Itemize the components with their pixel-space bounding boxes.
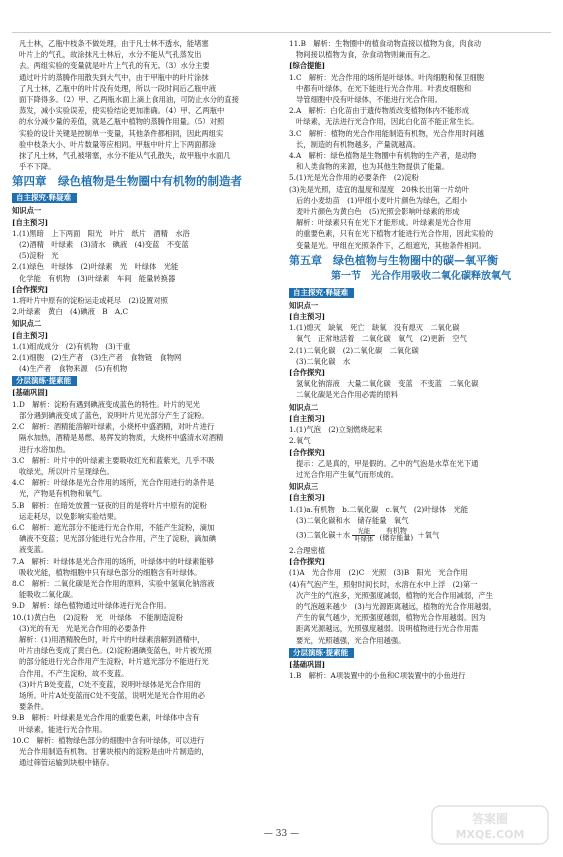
self-study-label: [自主预习]	[12, 217, 49, 227]
basic-consolidation-label: [基础巩固]	[12, 388, 49, 398]
answer-line: 吸收光能，植物细胞中只有绿色部分的细胞含有叶绿体。	[19, 567, 202, 577]
text-line: 去。两组实验的变量就是叶片上气孔的有无。（3）水分主要	[19, 61, 210, 71]
equation-reactants: (3)二氧化碳＋水	[296, 530, 351, 540]
answer-line: 9.B 解析：叶绿素是光合作用的重要色素，叶绿体中含有	[12, 713, 200, 723]
answer-line: 11.B 解析：生物圈中的植食动物直接以植物为食，肉食动	[289, 39, 482, 48]
answer-line: 7.A 解析：叶绿体是光合作用的场所，叶绿体中的叶绿素能够	[12, 556, 214, 566]
text-line: 了凡士林，乙瓶中的叶片没有处理，所以一段时间后乙瓶中液	[19, 83, 217, 93]
answer-line: 2.C 解析：酒精能溶解叶绿素，小烧杯中盛酒精，对叶片进行	[12, 422, 215, 432]
answer-line: 氧气 正常地活着 二氧化碳 氧气 (2)更新 空气	[296, 334, 467, 344]
answer-line: 1.(1)a.有机物 b.二氧化碳 c.氧气 (2)叶绿体 光能	[289, 504, 469, 514]
answer-line: 长，制造的有机物越多，产量就越高。	[296, 139, 421, 149]
answer-line: 过光合作用产生氧气而形成的。	[296, 469, 399, 479]
answer-line: 2.氧气	[289, 436, 311, 446]
answer-line: 2.(1)细胞 (2)生产者 (3)生产者 食物链 食物网	[12, 353, 182, 363]
answer-line: 和人类食物的来源，也为其他生物提供了能量。	[296, 162, 450, 172]
text-line: 蒸发，减小实验误差，使实验结论更加准确。（4）甲、乙两瓶中	[19, 106, 225, 116]
knowledge-point-heading: 知识点一	[289, 300, 319, 310]
answer-line: 部分遇到碘液变成了蓝色，说明叶片见光部分产生了淀粉。	[19, 410, 209, 420]
answer-line: (3)二氧化碳 水	[296, 356, 351, 366]
self-study-label: [自主预习]	[12, 330, 49, 340]
answer-line: 4.A 解析：绿色植物是生物圈中有机物的生产者，是动物	[289, 151, 477, 161]
answer-line: 6.C 解析：遮光部分不能进行光合作用，不能产生淀粉，滴加	[12, 522, 215, 532]
answer-line: 提示：乙是真的，甲是假的。乙中的气泡是水草在光下通	[296, 458, 479, 468]
text-line: 面下降得多。（2）甲、乙两瓶水面上滴上食用油，可防止水分的直接	[19, 95, 239, 105]
answer-line: 要光，光照越强，光合作用越强。	[296, 635, 406, 645]
answer-line: 1.B 解析：A项装置中的小鱼和C项装置中的小鱼进行	[289, 670, 466, 680]
product-organic: 有机物	[385, 527, 407, 536]
answer-line: 3.C 解析：植物的光合作用能制造有机物，光合作用时间越	[289, 128, 484, 138]
answer-line: 要条件。	[19, 702, 49, 712]
answer-line: 叶绿素，能进行光合作用。	[19, 724, 107, 734]
answer-line: 合作用，不产生淀粉，故不变蓝。	[19, 668, 129, 678]
cooperate-label: [合作探究]	[289, 557, 326, 567]
answer-line: 10.C 解析：植物绿色部分的细胞中含有叶绿体，可以进行	[12, 735, 205, 745]
section-bar-practice: 分层演练·提素能	[289, 648, 354, 658]
section-bar-practice: 分层演练·提素能	[12, 376, 77, 386]
section-bar-explore: 自主探究·释疑难	[12, 193, 77, 203]
answer-line: 距离光源越远，光照强度越弱。说明植物进行光合作用需	[296, 624, 479, 634]
answer-line: 碘液不变蓝；见光部分能进行光合作用，产生了淀粉，滴加碘	[19, 534, 217, 544]
answer-line: (3)二氧化碳和水 储存能量 氧气	[296, 515, 409, 525]
answer-line: 解析：叶绿素只有在光下才能形成。叶绿素是光合作用	[296, 218, 472, 228]
knowledge-point-heading: 知识点一	[12, 206, 42, 216]
answer-line: 2.(1)二氧化碳 (2)二氧化碳 二氧化碳	[289, 345, 419, 355]
answer-line: (5)淀粉 光	[19, 251, 59, 261]
answer-line: 通过筛管运输到块根中储存。	[19, 758, 114, 768]
answer-line: 8.C 解析：二氧化碳是光合作用的原料，实验中氢氧化钠溶液	[12, 578, 215, 588]
svg-text:MXQE.COM: MXQE.COM	[455, 828, 525, 841]
equation-oxygen: ＋氧气	[417, 530, 440, 540]
chapter-5-title: 第五章 绿色植物与生物圈中的碳—氧平衡	[289, 253, 498, 267]
answer-line: 运走耗尽，以免影响实验结果。	[19, 511, 122, 521]
answer-line: 2.合理密植	[289, 545, 326, 555]
text-line: 凡士林，乙瓶中枝条不做处理，由于凡士林不透水，能堵塞	[19, 39, 209, 48]
answer-line: 变量是光。甲组在光照条件下，乙组遮光，其他条件相同。	[296, 240, 486, 250]
answer-line: 10.(1)黄白色 (2)淀粉 光 叶绿体 不能制造淀粉	[12, 612, 183, 622]
answer-line: 次产生的气泡多，光照强度减弱，植物的光合作用减弱，产生	[296, 590, 494, 600]
text-line: 抹了凡士林，气孔被堵塞，水分不能从气孔散失，故甲瓶中水面几	[19, 151, 231, 161]
product-energy: (储存能量)	[379, 534, 414, 543]
answer-line: 1.将叶片中原有的淀粉运走或耗尽 (2)设置对照	[12, 296, 168, 306]
answer-line: (2)酒精 叶绿素 (3)清水 碘液 (4)变蓝 不变蓝	[19, 240, 189, 250]
answer-line: 5.B 解析：在暗处放置一昼夜的目的是将叶片中原有的淀粉	[12, 500, 207, 510]
answer-line: 能吸收二氧化碳。	[19, 590, 78, 600]
answer-line: 9.D 解析：绿色植物通过叶绿体进行光合作用。	[12, 601, 171, 611]
answer-line: 1.(1)气泡 (2)立刻燃烧起来	[289, 425, 383, 435]
photosynthesis-equation	[289, 528, 553, 543]
answer-line: (4)生产者 食物来源 (5)有机物	[19, 364, 128, 374]
chapter-4-title: 第四章 绿色植物是生物圈中有机物的制造者	[12, 174, 242, 189]
comprehensive-label: [综合提能]	[289, 61, 326, 71]
continued-answer-block	[12, 38, 274, 172]
answer-line: 化学能 有机物 (3)叶绿素 车间 能量转换器	[19, 273, 176, 283]
cooperate-label: [合作探究]	[289, 368, 326, 378]
knowledge-point-heading: 知识点三	[289, 482, 319, 492]
text-line: 的水分减少量的差值，就是乙瓶中植物的蒸腾作用量。（5）对照	[19, 117, 225, 127]
knowledge-point-heading: 知识点二	[289, 402, 319, 412]
answer-line: 叶绿素，无法进行光合作用，因此白化苗不能正常生长。	[296, 117, 479, 127]
answer-line: 5.(1)光是光合作用的必要条件 (2)淀粉	[289, 173, 419, 183]
cooperate-label: [合作探究]	[12, 284, 49, 294]
answer-line: 的重要色素，只有在光下植物才能进行光合作用，因此实验的	[296, 229, 494, 239]
condition-chloroplast: 叶绿体	[354, 535, 374, 543]
basic-consolidation-label: [基础巩固]	[289, 659, 326, 669]
answer-line: 1.C 解析：光合作用的场所是叶绿体。叶肉细胞和保卫细胞	[289, 72, 484, 82]
answer-line: 氢氧化钠溶液 大量二氧化碳 变蓝 不变蓝 二氧化碳	[296, 379, 479, 389]
cooperate-label: [合作探究]	[289, 447, 326, 457]
answer-line: 收绿光，所以叶片呈现绿色。	[19, 466, 114, 476]
text-line: 实验的设计关键是控制单一变量，其他条件都相同，因此两组实	[19, 128, 224, 138]
answer-line: 2.叶绿素 黄白 (4)碘液 B A,C	[12, 307, 129, 317]
self-study-label: [自主预习]	[289, 493, 326, 503]
answers-list	[12, 399, 274, 769]
answer-line: 光合作用制造有机物。甘薯块根内的淀粉是由叶片制造的，	[19, 746, 209, 756]
answer-line: 产生的氧气越少，光照强度越弱，植物光合作用越弱。因为	[296, 613, 486, 623]
self-study-label: [自主预习]	[289, 413, 326, 423]
answer-line: 后的小麦幼苗 (1)甲组小麦叶片颜色为绿色，乙组小	[296, 195, 467, 205]
answer-line: 1.(1)组成成分 (2)有机物 (3)干重	[12, 341, 131, 351]
answer-line: 液变蓝。	[19, 545, 49, 555]
answer-line: 1.(1)熄灭 缺氧 死亡 缺氧 没有熄灭 二氧化碳	[289, 323, 460, 333]
watermark-logo	[431, 805, 549, 849]
answer-line: 叶片由绿色变成了黄白色。(2)淀粉遇碘变蓝色，叶片被光照	[19, 646, 212, 656]
left-column	[12, 38, 274, 768]
equation-product	[378, 528, 415, 542]
answer-line: 进行水浴加热。	[19, 444, 71, 454]
text-line: 通过叶片的蒸腾作用散失到大气中，由于甲瓶中的叶片涂抹	[19, 72, 209, 82]
continued-answers-block	[289, 38, 553, 251]
answer-line: 中都有叶绿体，在光下能进行光合作用。叶表皮细胞和	[296, 83, 472, 93]
answer-line: 隔水加热，酒精是易燃、易挥发的物质，大烧杯中盛清水对酒精	[19, 433, 224, 443]
section-1-title: 第一节 光合作用吸收二氧化碳释放氧气	[331, 270, 511, 282]
condition-light: 光能	[352, 528, 375, 536]
answer-line: 1.(1)黑暗 上下两面 阳光 叶片 纸片 酒精 水浴	[12, 228, 190, 238]
svg-text:答案圈: 答案圈	[471, 812, 509, 826]
answer-line: 3.C 解析：叶片中的叶绿素主要吸收红光和蓝紫光，几乎不吸	[12, 455, 215, 465]
answer-line: 4.C 解析：叶绿体是光合作用的场所，光合作用进行的条件是	[12, 478, 215, 488]
top-rule	[12, 32, 551, 33]
answer-line: (4)有气泡产生，照射时间长时，水溶在水中上浮 (2)第一	[289, 579, 478, 589]
right-column	[289, 38, 553, 681]
answer-line: 光，产物是有机物和氧气。	[19, 489, 107, 499]
answer-line: 麦叶片颜色为黄白色 (5)光照会影响叶绿素的形成	[296, 207, 460, 217]
answer-line: 的部分能进行光合作用产生淀粉，叶片遮光部分不能进行光	[19, 657, 209, 667]
answer-line: (3)先是光照，适宜的温度和湿度 20株长出第一片幼叶	[289, 184, 470, 194]
text-line: 乎不下降。	[19, 162, 56, 172]
knowledge-point-heading: 知识点二	[12, 319, 42, 329]
answer-line: (1)A 光合作用 (2)C 光照 (3)B 阳光 光合作用	[289, 568, 468, 578]
answer-line: 场所。叶片A处变蓝而C处不变蓝，说明光是光合作用的必	[19, 690, 205, 700]
equation-condition	[352, 528, 375, 543]
answer-line: 解析：(1)用酒精脱色时，叶片中的叶绿素溶解到酒精中，	[19, 634, 205, 644]
answer-line: 物间接以植物为食，杂食动物则兼而有之。	[296, 50, 435, 60]
answer-line: (3)叶片B处变蓝，C处不变蓝，说明叶绿体是光合作用的	[19, 679, 201, 689]
answer-line: 的气泡越来越少 (3)与光源距离越远，植物的光合作用越弱，	[296, 601, 497, 611]
answer-line: 2.A 解析：白化苗由于遗传物质改变植物体内不能形成	[289, 106, 470, 116]
answer-line: 2.(1)绿色 叶绿体 (2)叶绿素 光 叶绿体 光能	[12, 262, 179, 272]
answer-line: 导管细胞中没有叶绿体，不能进行光合作用。	[296, 95, 442, 105]
answer-line: (3)光的有无 光是光合作用的必要条件	[19, 623, 147, 633]
text-line: 叶片上的气孔，故涂抹凡士林后，水分不能从气孔蒸发出	[19, 50, 202, 60]
self-study-label: [自主预习]	[289, 312, 326, 322]
section-bar-explore: 自主探究·释疑难	[289, 288, 354, 298]
page-number: — 33 —	[263, 829, 300, 839]
text-line: 验中枝条大小、叶片数量等应相同。甲瓶中叶片上下两面都涂	[19, 139, 217, 149]
watermark-icon	[431, 805, 549, 845]
answer-line: 1.D 解析：淀粉有遇到碘液变成蓝色的特性。叶片的见光	[12, 399, 200, 409]
answer-line: 二氧化碳是光合作用必需的原料	[296, 390, 399, 400]
